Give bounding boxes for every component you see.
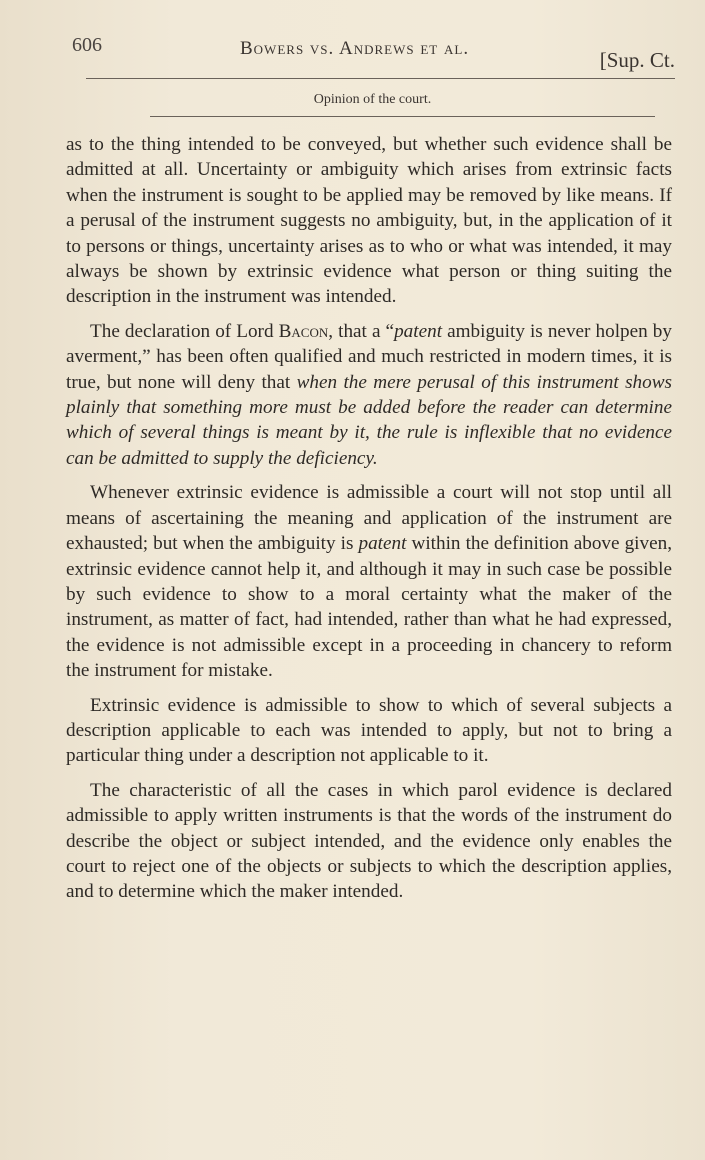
- page-header: [68, 28, 675, 72]
- section-subheading: Opinion of the court.: [313, 92, 432, 107]
- paragraph-2: [66, 319, 672, 471]
- page-number: 606: [72, 34, 102, 56]
- patent-term-2: patent: [358, 533, 407, 555]
- opinion-text: [66, 132, 672, 905]
- paragraph-3-part-1: Whenever extrinsic evidence is admissible a court will not stop until all means of ascertaining the meaning and application of the instrument are exhausted; but when the ambiguity is: [66, 482, 672, 555]
- running-title: Bowers vs. Andrews et al.: [240, 38, 470, 59]
- paragraph-3-part-2: within the definition above given, extrinsic evidence cannot help it, and although it may in such case be possible by such evidence to show to a moral certainty what the maker of the instrument, as matter of fact, had intended, rather than what he had expressed, the evidence is not admissible except in a proceeding in chancery to reform the instrument for mistake.: [66, 533, 672, 682]
- paragraph-2-part-1: The declaration of Lord: [90, 320, 279, 342]
- paragraph-2-part-3: ambiguity is never holpen by averment,” has been often qualified and much restricted in modern times, it is true, but none will deny that: [66, 320, 672, 393]
- italic-rule-clause: when the mere perusal of this instrument shows plainly that something more must be added before the reader can determine which of several things is meant by it, the rule is inflexible that no evidence can be admitted to supply the deficiency.: [66, 371, 672, 469]
- name-bacon: Bacon: [278, 320, 329, 342]
- header-rule: [86, 78, 675, 79]
- paragraph-1: as to the thing intended to be conveyed, but whether such evidence shall be admitted at all. Uncertainty or ambiguity which arises from extrinsic facts when the instrument is sought to be applied may be removed by like means. If a perusal of the instrument suggests no ambiguity, but, in the application of it to persons or things, uncertainty arises as to who or what was intended, it may always be shown by extrinsic evidence what person or thing suiting the description in the instrument was intended.: [66, 134, 672, 308]
- subheading-rule: [150, 116, 655, 117]
- court-reference: [Sup. Ct.: [599, 48, 675, 72]
- patent-term: patent: [394, 320, 443, 342]
- paragraph-3: [66, 480, 672, 683]
- paragraph-2-part-2: , that a “: [328, 320, 395, 342]
- paragraph-4: Extrinsic evidence is admissible to show to which of several subjects a description applicable to each was intended to apply, but not to bring a particular thing under a description not applicable to it.: [66, 694, 672, 767]
- paragraph-5: The characteristic of all the cases in which parol evidence is declared admissible to apply written instruments is that the words of the instrument do describe the object or subject intended, and the evidence only enables the court to reject one of the objects or subjects to which the description applies, and to determine which the maker intended.: [66, 779, 672, 903]
